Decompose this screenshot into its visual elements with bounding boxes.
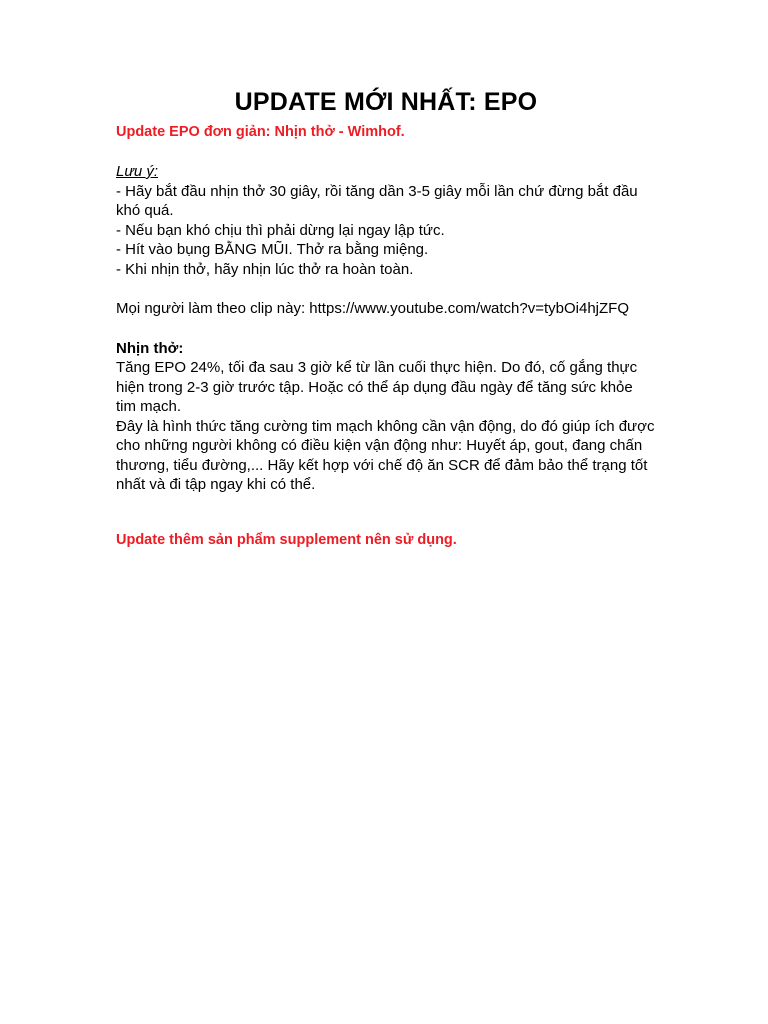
document-title: UPDATE MỚI NHẤT: EPO [234, 88, 538, 116]
note-label: Lưu ý: [116, 163, 159, 180]
footer-update: Update thêm sản phẩm supplement nên sử dụng. [116, 531, 457, 548]
subtitle-update: Update EPO đơn giản: Nhịn thở - Wimhof. [116, 124, 405, 140]
clip-link-text[interactable]: Mọi người làm theo clip này: https://www.youtube.com/watch?v=tybOi4hjZFQ [116, 300, 630, 317]
section-heading: Nhịn thở: [116, 339, 184, 357]
document-page [116, 88, 656, 550]
spacer [116, 279, 656, 299]
note-item-2: - Nếu bạn khó chịu thì phải dừng lại ngay lập tức. [116, 221, 445, 239]
spacer [116, 495, 656, 531]
section-paragraph-2: Đây là hình thức tăng cường tim mạch không cần vận động, do đó giúp ích được cho những người không có điều kiện vận động như: Huyết áp, gout, đang chấn thương, tiểu đường,... Hãy kết hợp với chế độ ăn SCR để đảm bảo thể trạng tốt nhất và đi tập ngay khi có thể. [116, 417, 655, 493]
section-paragraph-1: Tăng EPO 24%, tối đa sau 3 giờ kể từ lần cuối thực hiện. Do đó, cố gắng thực hiện trong 2-3 giờ trước tập. Hoặc có thể áp dụng đầu ngày để tăng sức khỏe tim mạch. [116, 359, 638, 415]
note-item-4: - Khi nhịn thở, hãy nhịn lúc thở ra hoàn toàn. [116, 260, 414, 278]
spacer [116, 142, 656, 162]
spacer [116, 319, 656, 339]
note-item-1: - Hãy bắt đầu nhịn thở 30 giây, rồi tăng dần 3-5 giây mỗi lần chứ đừng bắt đầu khó quá. [116, 182, 638, 219]
note-item-3: - Hít vào bụng BẰNG MŨI. Thở ra bằng miệng. [116, 241, 429, 258]
